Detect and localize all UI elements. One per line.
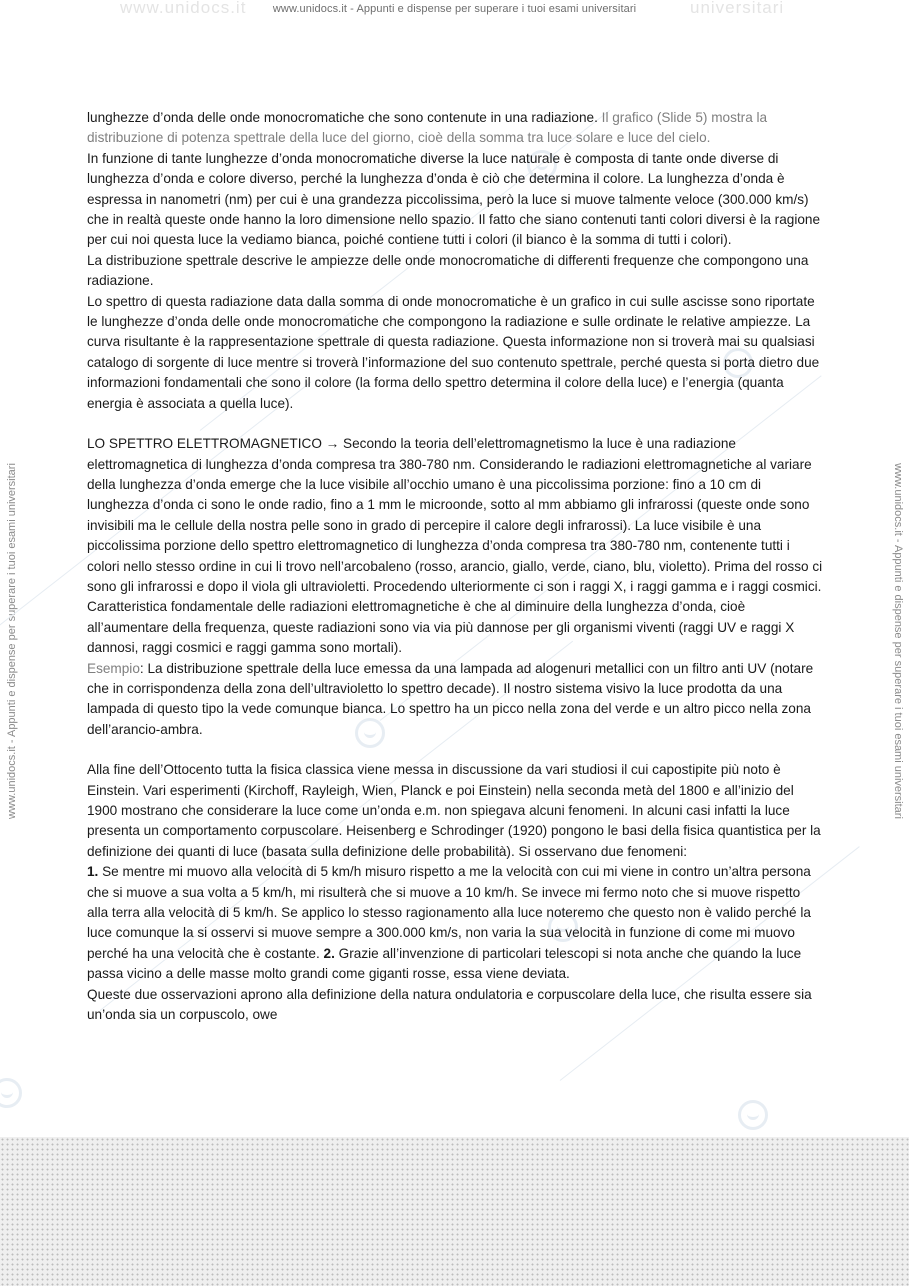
left-side-watermark: www.unidocs.it - Appunti e dispense per superare i tuoi esami universitari bbox=[6, 463, 18, 819]
paragraph-spectral-intro: lunghezze d’onda delle onde monocromatiche che sono contenute in una radiazione. Il grafico (Slide 5) mostra la distribuzione di potenza spettrale della luce del giorno, cioè della somma tra luce solare e luce del cielo. bbox=[87, 110, 768, 146]
watermark-ghost-right: universitari bbox=[690, 0, 785, 17]
paragraph-quantum-history: Alla fine dell’Ottocento tutta la fisica classica viene messa in discussione da vari studiosi il cui capostipite più noto è Einstein. Vari esperimenti (Kirchoff, Rayleigh, Wien, Planck e poi Einstein) nella seconda metà del 1800 e all’inizio del 1900 mostrano che considerare la luce come un’onda e.m. non spiegava alcuni fenomeni. In alcuni casi infatti la luce presenta un comportamento corpuscolare. Heisenberg e Schrodinger (1920) pongono le basi della fisica quantistica per la definizione dei quanti di luce (basata sulla definizione delle probabilità). Si osservano due fenomeni: bbox=[87, 762, 821, 859]
paragraph-example: Esempio: La distribuzione spettrale della luce emessa da una lampada ad alogenuri metallici con un filtro anti UV (notare che in corrispondenza della zona dell’ultravioletto lo spettro decade). Il nostro sistema visivo la luce prodotta da una lampada di questo tipo la vede comunque bianca. Lo spettro ha un picco nella zona del verde e un altro picco nella zona dell’arancio-ambra. bbox=[87, 660, 814, 737]
top-watermark-banner: www.unidocs.it - Appunti e dispense per superare i tuoi esami universitari bbox=[272, 3, 637, 15]
paragraph-phenomena: 1. Se mentre mi muovo alla velocità di 5 km/h misuro rispetto a me la velocità con cui mi viene in contro un’altra persona che si muove a sua volta a 5 km/h, mi risulterà che si muove a 10 km/h. Se invece mi fermo noto che si muove rispetto alla terra alla velocità di 5 km/h. Se applico lo stesso ragionamento alla luce noteremo che questo non è valido perché la luce comunque la si osservi si muove sempre a 300.000 km/s, non varia la sua velocità in funzione di come mi muovo perché ha una velocità che è costante. 2. Grazie all’invenzione di particolari telescopi si nota anche che quando la luce passa vicino a delle masse molto grandi come giganti rosse, essa viene deviata. bbox=[87, 864, 811, 982]
paragraph-natural-light: In funzione di tante lunghezze d’onda monocromatiche diverse la luce naturale è composta di tante onde diverse di lunghezza d’onda e colore diverso, perché la lunghezza d’onda è ciò che determina il colore. La lunghezza d’onda è espressa in nanometri (nm) per cui è una grandezza piccolissima, però la luce si muove talmente veloce (300.000 km/s) che in realtà queste onde hanno la loro dimensione nello spazio. Il fatto che siano contenuti tanti colori diversi è la ragione per cui noi questa luce la vediamo bianca, poiché contiene tutti i colori (il bianco è la somma di tutti i colori). bbox=[87, 150, 821, 248]
right-side-watermark: www.unidocs.it - Appunti e dispense per superare i tuoi esami universitari bbox=[892, 463, 904, 819]
example-label: Esempio bbox=[87, 660, 140, 676]
graph-reference-note: Il grafico (Slide 5) mostra la distribuzione di potenza spettrale della luce del giorno, cioè della somma tra luce solare e luce del cielo. bbox=[87, 110, 768, 146]
document-body bbox=[87, 108, 823, 1025]
watermark-ghost-left: www.unidocs.it bbox=[120, 0, 247, 17]
paragraph-spectral-distribution: La distribuzione spettrale descrive le ampiezze delle onde monocromatiche di differenti frequenze che compongono una radiazione. bbox=[87, 252, 809, 289]
unidocs-logo-icon bbox=[738, 1100, 768, 1130]
phenomenon-number-2: 2. bbox=[323, 945, 335, 961]
unidocs-logo-icon bbox=[0, 1078, 22, 1108]
phenomenon-number-1: 1. bbox=[87, 864, 99, 880]
paragraph-wave-particle: Queste due osservazioni aprono alla definizione della natura ondulatoria e corpuscolare della luce, che risulta essere sia un’onda sia un corpuscolo, owe bbox=[87, 986, 812, 1023]
preview-blur-overlay bbox=[0, 1137, 909, 1286]
paragraph-spectrum-graph: Lo spettro di questa radiazione data dalla somma di onde monocromatiche è un grafico in cui sulle ascisse sono riportate le lunghezze d’onda delle onde monocromatiche che compongono la radiazione e sulle ordinate le relative ampiezze. La curva risultante è la rappresentazione spettrale di questa radiazione. Questa informazione non si troverà mai su qualsiasi catalogo di sorgente di luce mentre si troverà l’informazione del suo contenuto spettrale, perché questa si porta dietro due informazioni fondamentali che sono il colore (la forma dello spettro determina il colore della luce) e l’energia (quanta energia è associata a quella luce). bbox=[87, 293, 820, 411]
paragraph-electromagnetic-spectrum: LO SPETTRO ELETTROMAGNETICO → Secondo la teoria dell’elettromagnetismo la luce è una radiazione elettromagnetica di lunghezza d’onda compresa tra 380-780 nm. Considerando le radiazioni elettromagnetiche al variare della lunghezza d’onda emerge che la luce visibile all’occhio umano è una piccolissima porzione: fino a 10 cm di lunghezza d’onda ci sono le onde radio, fino a 1 mm le microonde, sotto al mm abbiamo gli infrarossi (queste onde sono invisibili ma le cellule della nostra pelle sono in grado di percepire il calore degli infrarossi). La luce visibile è una piccolissima porzione dello spettro elettromagnetico di lunghezza d’onda compresa tra 380-780 nm, contenente tutti i colori nello stesso ordine in cui li trovo nell’arcobaleno (rosso, arancio, giallo, verde, ciano, blu, violetto). Prima del rosso ci sono gli infrarossi e dopo il viola gli ultravioletti. Procedendo ulteriormente ci son i raggi X, i raggi gamma e i raggi cosmici. Caratteristica fondamentale delle radiazioni elettromagnetiche è che al diminuire della lunghezza d’onda, cioè all’aumentare della frequenza, queste radiazioni sono via via più dannose per gli organismi viventi (raggi UV e raggi X dannosi, raggi cosmici e raggi gamma sono mortali). bbox=[87, 436, 823, 656]
